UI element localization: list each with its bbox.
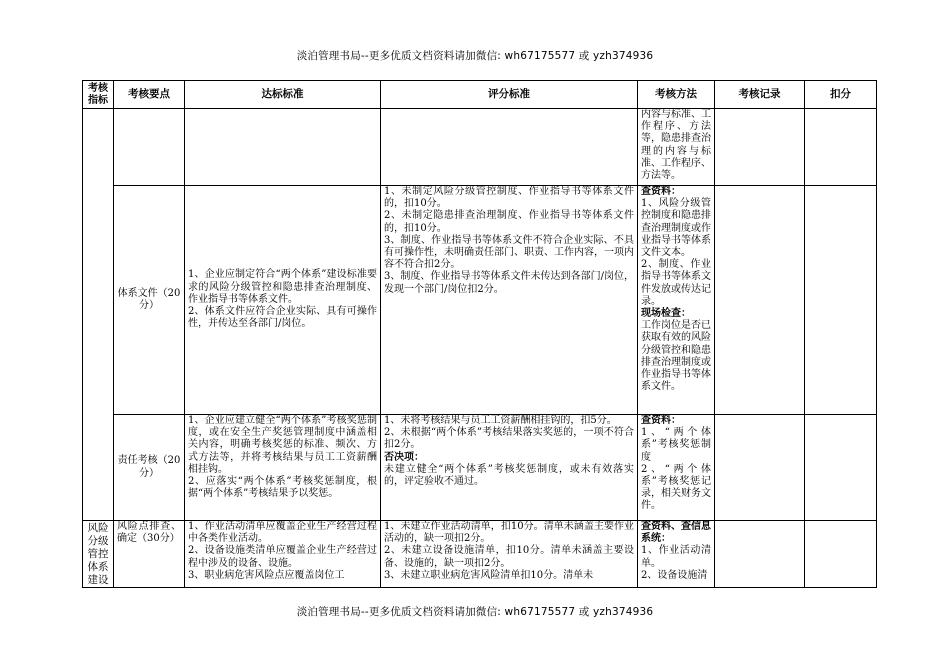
col-method: 考核方法 xyxy=(638,81,715,109)
scoring-item: 3、未建立职业病危害风险清单扣10分。清单未 xyxy=(384,569,594,581)
method-item: 2、制度、作业指导书等体系文件发放或传达记录。 xyxy=(641,259,711,307)
point-cell xyxy=(114,415,185,521)
method-heading: 查资料： xyxy=(641,186,681,197)
scoring-item: 1、未建立作业活动清单，扣10分。清单未涵盖主要作业活动的，缺一项扣2分。 xyxy=(384,521,634,545)
method-item: 1、“两个体系”考核奖惩制度 xyxy=(641,427,711,463)
table-row xyxy=(83,109,877,186)
header-row xyxy=(83,81,877,109)
point-cell xyxy=(114,521,185,588)
standard-item: 2、应落实“两个体系”考核奖惩制度，根据“两个体系”考核结果予以奖惩。 xyxy=(188,476,377,500)
method-item: 1、风险分级管控制度和隐患排查治理制度或作业指导书等体系文件文本。 xyxy=(641,198,711,259)
indicator-cell xyxy=(83,521,114,588)
method-item: 1、作业活动清单。 xyxy=(641,545,711,569)
standard-cell xyxy=(185,521,381,588)
method-cell xyxy=(638,186,715,415)
assessment-table xyxy=(82,80,877,588)
scoring-item: 未建立健全“两个体系”考核奖惩制度，或未有效落实的，评定验收不通过。 xyxy=(384,463,634,488)
scoring-cell xyxy=(381,415,638,521)
scoring-item: 2、未制定隐患排查治理制度、作业指导书等体系文件的，扣10分。 xyxy=(384,210,634,234)
col-standard: 达标标准 xyxy=(185,81,381,109)
page-header: 淡泊管理书局--更多优质文档资料请加微信: wh67175577 或 yzh374936 xyxy=(296,50,654,62)
method-cell xyxy=(638,415,715,521)
scoring-item: 1、未制定风险分级管控制度、作业指导书等体系文件的，扣10分。 xyxy=(384,186,634,210)
table-row xyxy=(83,415,877,521)
table-row xyxy=(83,521,877,588)
method-cell xyxy=(638,109,715,186)
point-cell xyxy=(114,186,185,415)
col-deduct: 扣分 xyxy=(805,81,877,109)
indicator-text: 风险分级管控体系建设 xyxy=(87,521,109,586)
standard-item: 2、设备设施类清单应覆盖企业生产经营过程中涉及的设备、设施。 xyxy=(188,545,377,569)
deduct-cell xyxy=(805,415,877,521)
point-cell xyxy=(114,109,185,186)
scoring-item: 1、未将考核结果与员工工资薪酬相挂钩的，扣5分。 xyxy=(384,415,617,426)
standard-item: 2、体系文件应符合企业实际、具有可操作性，并传达至各部门/岗位。 xyxy=(188,306,377,330)
method-heading: 查资料： xyxy=(641,415,681,426)
deduct-cell xyxy=(805,521,877,588)
record-cell xyxy=(715,415,805,521)
col-indicator: 考核指标 xyxy=(83,81,114,109)
scoring-heading: 否决项： xyxy=(384,451,424,463)
point-text: 体系文件（20分） xyxy=(117,287,181,311)
scoring-item: 2、未根据“两个体系”考核结果落实奖惩的，一项不符合扣2分。 xyxy=(384,427,634,451)
standard-item: 3、职业病危害风险点应覆盖岗位工 xyxy=(188,569,345,581)
scoring-cell xyxy=(381,521,638,588)
standard-item: 1、作业活动清单应覆盖企业生产经营过程中各类作业活动。 xyxy=(188,521,377,545)
scoring-item: 2、未建立设备设施清单，扣10分。清单未涵盖主要设备、设施的，缺一项扣2分。 xyxy=(384,545,634,569)
point-text: 风险点排查、确定（30分） xyxy=(117,521,181,545)
scoring-cell xyxy=(381,186,638,415)
method-item: 工作岗位是否已获取有效的风险分级管控和隐患排查治理制度或作业指导书等体系文件。 xyxy=(641,320,711,393)
scoring-item: 3、制度、作业指导书等体系文件不符合企业实际、不具有可操作性，未明确责任部门、职责、工作内容，一项内容不符合扣2分。 xyxy=(384,234,634,271)
scoring-cell xyxy=(381,109,638,186)
method-heading: 现场检查： xyxy=(641,308,691,320)
standard-item: 1、企业应制定符合“两个体系”建设标准要求的风险分级管控和隐患排查治理制度、作业指导书等体系文件。 xyxy=(188,269,377,305)
method-heading: 查资料、查信息系统： xyxy=(641,521,711,545)
standard-item: 1、企业应建立健全“两个体系”考核奖惩制度，或在安全生产奖惩管理制度中涵盖相关内容，明确考核奖惩的标准、频次、方式方法等，并将考核结果与员工工资薪酬相挂钩。 xyxy=(188,415,377,475)
table-row xyxy=(83,186,877,415)
standard-cell xyxy=(185,109,381,186)
standard-cell xyxy=(185,415,381,521)
scoring-item: 3、制度、作业指导书等体系文件未传达到各部门/岗位，发现一个部门/岗位扣2分。 xyxy=(384,271,634,295)
page-footer: 淡泊管理书局--更多优质文档资料请加微信: wh67175577 或 yzh374936 xyxy=(296,606,654,618)
record-cell xyxy=(715,186,805,415)
deduct-cell xyxy=(805,109,877,186)
col-record: 考核记录 xyxy=(715,81,805,109)
record-cell xyxy=(715,521,805,588)
method-text: 内容与标准、工作程序、方法等，隐患排查治理的内容与标准、工作程序、方法等。 xyxy=(641,109,711,182)
record-cell xyxy=(715,109,805,186)
method-item: 2、“两个体系”考核奖惩记录，相关财务文件。 xyxy=(641,463,711,512)
method-cell xyxy=(638,521,715,588)
method-item: 2、设备设施清 xyxy=(641,569,708,581)
standard-cell xyxy=(185,186,381,415)
deduct-cell xyxy=(805,186,877,415)
indicator-cell-empty xyxy=(83,109,114,521)
point-text: 责任考核（20分） xyxy=(117,455,181,479)
col-scoring: 评分标准 xyxy=(381,81,638,109)
col-point: 考核要点 xyxy=(114,81,185,109)
